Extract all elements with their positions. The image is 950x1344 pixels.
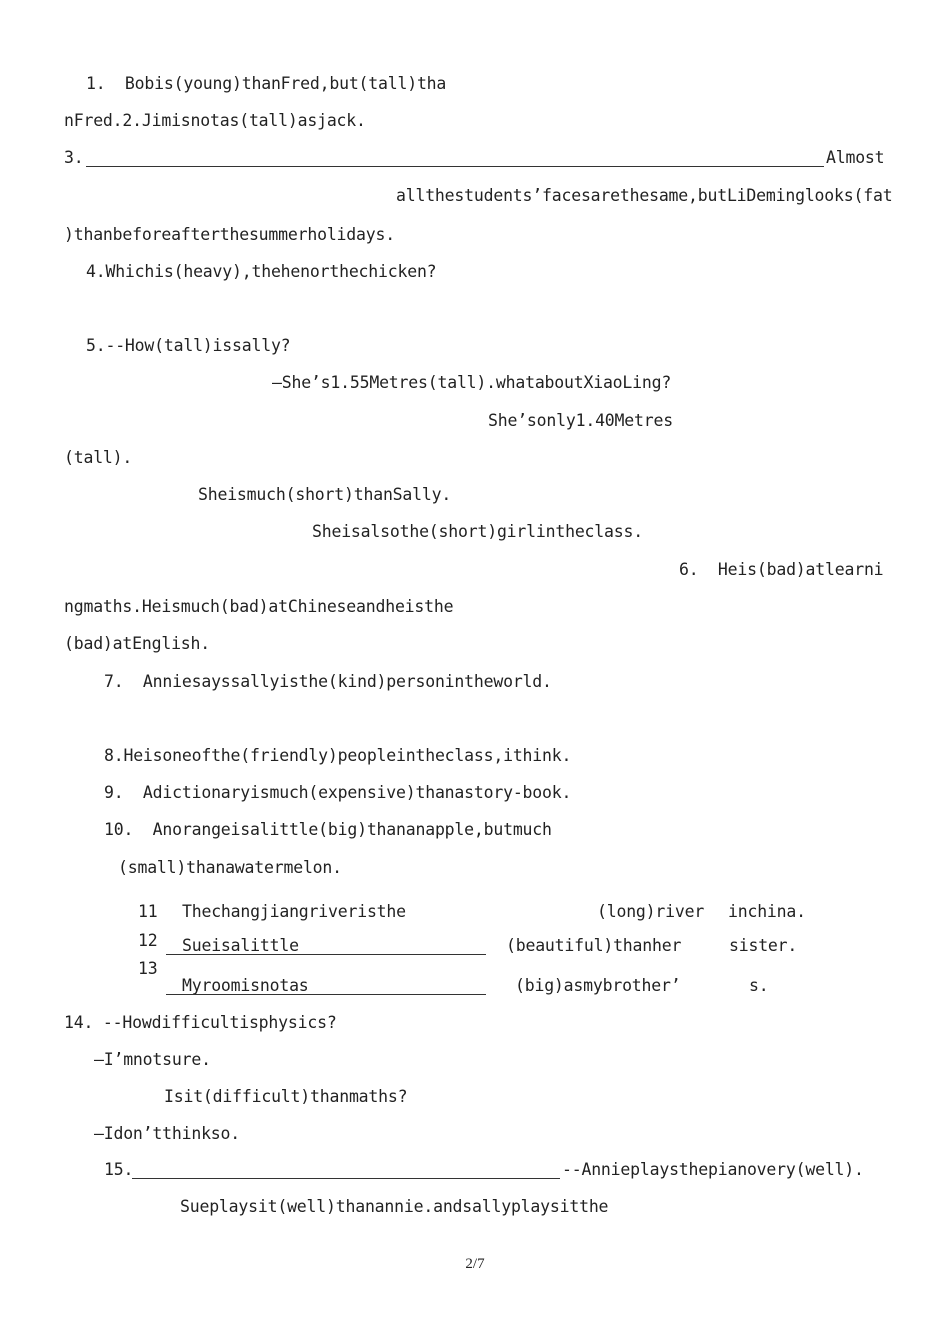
item-13-number: 13 bbox=[138, 959, 158, 978]
item-5-line: —She’s1.55Metres(tall).whataboutXiaoLing? bbox=[272, 373, 672, 392]
item-12-text: (beautiful)thanher bbox=[506, 936, 682, 955]
item-15-line: Sueplaysit(well)thanannie.andsallyplaysitthe bbox=[180, 1197, 609, 1216]
item-12-text: sister. bbox=[729, 936, 798, 955]
item-5-line: 5.--How(tall)issally? bbox=[86, 336, 291, 355]
item-4-line: 4.Whichis(heavy),thehenorthechicken? bbox=[86, 262, 437, 281]
item-3-text: Almost bbox=[826, 148, 885, 167]
item-15-text: --Annieplaysthepianovery(well). bbox=[562, 1160, 864, 1179]
item-11-number: 11 bbox=[138, 902, 158, 921]
item-14-line: —I’mnotsure. bbox=[94, 1050, 211, 1069]
item-14-line: 14. --Howdifficultisphysics? bbox=[64, 1013, 337, 1032]
item-1-line: 1. Bobis(young)thanFred,but(tall)tha bbox=[86, 74, 447, 93]
item-13-text: Myroomisnotas bbox=[182, 976, 309, 995]
answer-blank bbox=[166, 954, 486, 955]
item-10-line: (small)thanawatermelon. bbox=[118, 858, 342, 877]
item-6-line: 6. Heis(bad)atlearni bbox=[679, 560, 884, 579]
item-8-line: 8.Heisoneofthe(friendly)peopleintheclass,ithink. bbox=[104, 746, 572, 765]
item-12-number: 12 bbox=[138, 931, 158, 950]
item-12-text: Sueisalittle bbox=[182, 936, 299, 955]
item-13-text: s. bbox=[749, 976, 769, 995]
item-6-line: ngmaths.Heismuch(bad)atChineseandheisthe bbox=[64, 597, 454, 616]
item-2-line: nFred.2.Jimisnotas(tall)asjack. bbox=[64, 111, 366, 130]
item-5-line: Sheisalsothe(short)girlintheclass. bbox=[312, 522, 643, 541]
item-3-number: 3. bbox=[64, 148, 84, 167]
answer-blank bbox=[86, 166, 824, 167]
item-5-line: (tall). bbox=[64, 448, 133, 467]
page-number: 2/7 bbox=[465, 1256, 485, 1272]
item-3-line: )thanbeforeafterthesummerholidays. bbox=[64, 225, 395, 244]
answer-blank bbox=[132, 1178, 560, 1179]
item-3-line: allthestudents’facesarethesame,butLiDeminglooks(fat bbox=[396, 186, 893, 205]
item-6-line: (bad)atEnglish. bbox=[64, 634, 211, 653]
item-14-line: Isit(difficult)thanmaths? bbox=[164, 1087, 408, 1106]
item-10-line: 10. Anorangeisalittle(big)thananapple,butmuch bbox=[104, 820, 552, 839]
item-14-line: —Idon’tthinkso. bbox=[94, 1124, 241, 1143]
item-11-text: Thechangjiangriveristhe bbox=[182, 902, 406, 921]
item-11-text: inchina. bbox=[728, 902, 806, 921]
item-11-text: (long)river bbox=[597, 902, 705, 921]
item-5-line: Sheismuch(short)thanSally. bbox=[198, 485, 452, 504]
answer-blank bbox=[166, 994, 486, 995]
item-15-number: 15. bbox=[104, 1160, 134, 1179]
item-5-line: She’sonly1.40Metres bbox=[488, 411, 673, 430]
item-9-line: 9. Adictionaryismuch(expensive)thanastory-book. bbox=[104, 783, 572, 802]
item-13-text: (big)asmybrother’ bbox=[515, 976, 681, 995]
item-7-line: 7. Anniesayssallyisthe(kind)personintheworld. bbox=[104, 672, 552, 691]
